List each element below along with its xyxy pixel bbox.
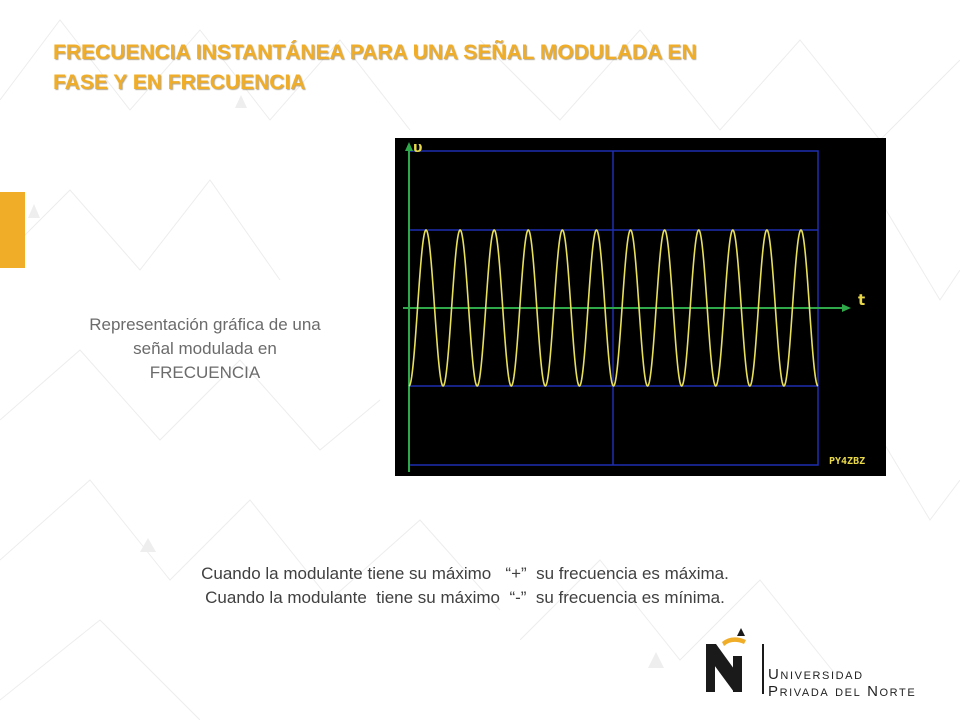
accent-bar [0, 192, 25, 268]
caption-line-1: Representación gráfica de una [89, 315, 321, 334]
slide-title-line-1: FRECUENCIA INSTANTÁNEA PARA UNA SEÑAL MODULADA EN [53, 41, 697, 64]
note-max-frequency: Cuando la modulante tiene su máximo “+” su frecuencia es máxima. [201, 564, 729, 583]
oscilloscope-display [395, 138, 886, 476]
figure-caption [40, 313, 370, 385]
slide-title [53, 38, 913, 98]
logo-line-2: Privada del Norte [768, 683, 917, 700]
y-axis-arrow [405, 142, 413, 151]
credit-label: PY4ZBZ [829, 456, 866, 467]
slide-title-line-2: FASE Y EN FRECUENCIA [53, 71, 306, 94]
notes [100, 562, 830, 610]
scope-axes [403, 142, 851, 472]
caption-line-2: señal modulada en [133, 339, 277, 358]
logo-n-mark [706, 628, 746, 692]
x-axis-arrow [842, 304, 851, 312]
logo-divider [762, 644, 764, 694]
logo-line-1: Universidad [768, 666, 864, 683]
x-axis-label: t [858, 291, 866, 309]
logo-wordmark [768, 666, 948, 700]
note-min-frequency: Cuando la modulante tiene su máximo “-” su frecuencia es mínima. [205, 588, 725, 607]
caption-line-3: FRECUENCIA [149, 363, 261, 382]
y-axis-label: υ [413, 140, 423, 156]
oscilloscope-svg [395, 138, 886, 476]
